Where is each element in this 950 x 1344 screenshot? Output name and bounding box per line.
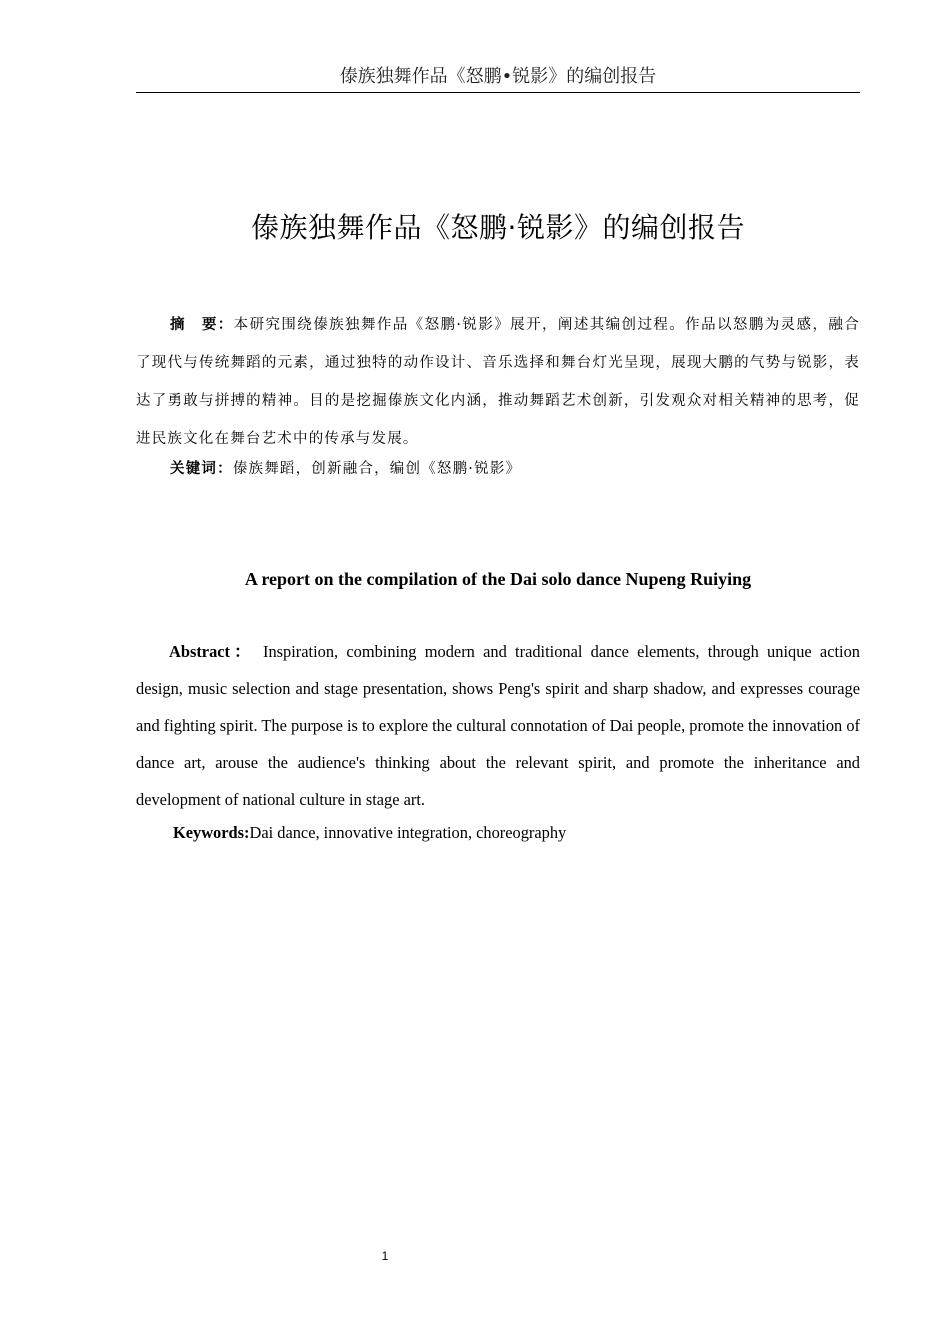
running-header: [136, 64, 860, 93]
keywords-cn-label: 关键词：: [170, 460, 233, 477]
abstract-cn: [136, 306, 860, 458]
english-title: A report on the compilation of the Dai solo dance Nupeng Ruiying: [244, 569, 752, 589]
page-title: 傣族独舞作品《怒鹏·锐影》的编创报告: [251, 211, 745, 244]
keywords-en: [136, 818, 860, 848]
keywords-cn-text: 傣族舞蹈，创新融合，编创《怒鹏·锐影》: [232, 461, 522, 477]
keywords-en-label: Keywords:: [173, 823, 250, 842]
keywords-cn: [136, 452, 860, 486]
running-header-title: 傣族独舞作品《怒鹏•锐影》的编创报告: [339, 66, 657, 87]
keywords-en-text: Dai dance, innovative integration, choreography: [249, 823, 567, 842]
page-number: 1: [381, 1249, 389, 1263]
abstract-cn-label: 摘 要：: [170, 316, 234, 333]
abstract-en: [136, 633, 860, 818]
abstract-en-text: Inspiration, combining modern and traditional dance elements, through unique action design, music selection and stage presentation, shows Peng's spirit and sharp shadow, and expresses courage and fighting spirit. The purpose is to explore the cultural connotation of Dai people, promote the innovation of dance art, arouse the audience's thinking about the relevant spirit, and promote the inheritance and development of national culture in stage art.: [136, 642, 860, 809]
abstract-en-label: Abstract：: [169, 642, 255, 661]
abstract-cn-text: 本研究围绕傣族独舞作品《怒鹏·锐影》展开，阐述其编创过程。作品以怒鹏为灵感，融合了现代与传统舞蹈的元素，通过独特的动作设计、音乐选择和舞台灯光呈现，展现大鹏的气势与锐影，表达了勇敢与拼搏的精神。目的是挖掘傣族文化内涵，推动舞蹈艺术创新，引发观众对相关精神的思考，促进民族文化在舞台艺术中的传承与发展。: [136, 317, 860, 447]
